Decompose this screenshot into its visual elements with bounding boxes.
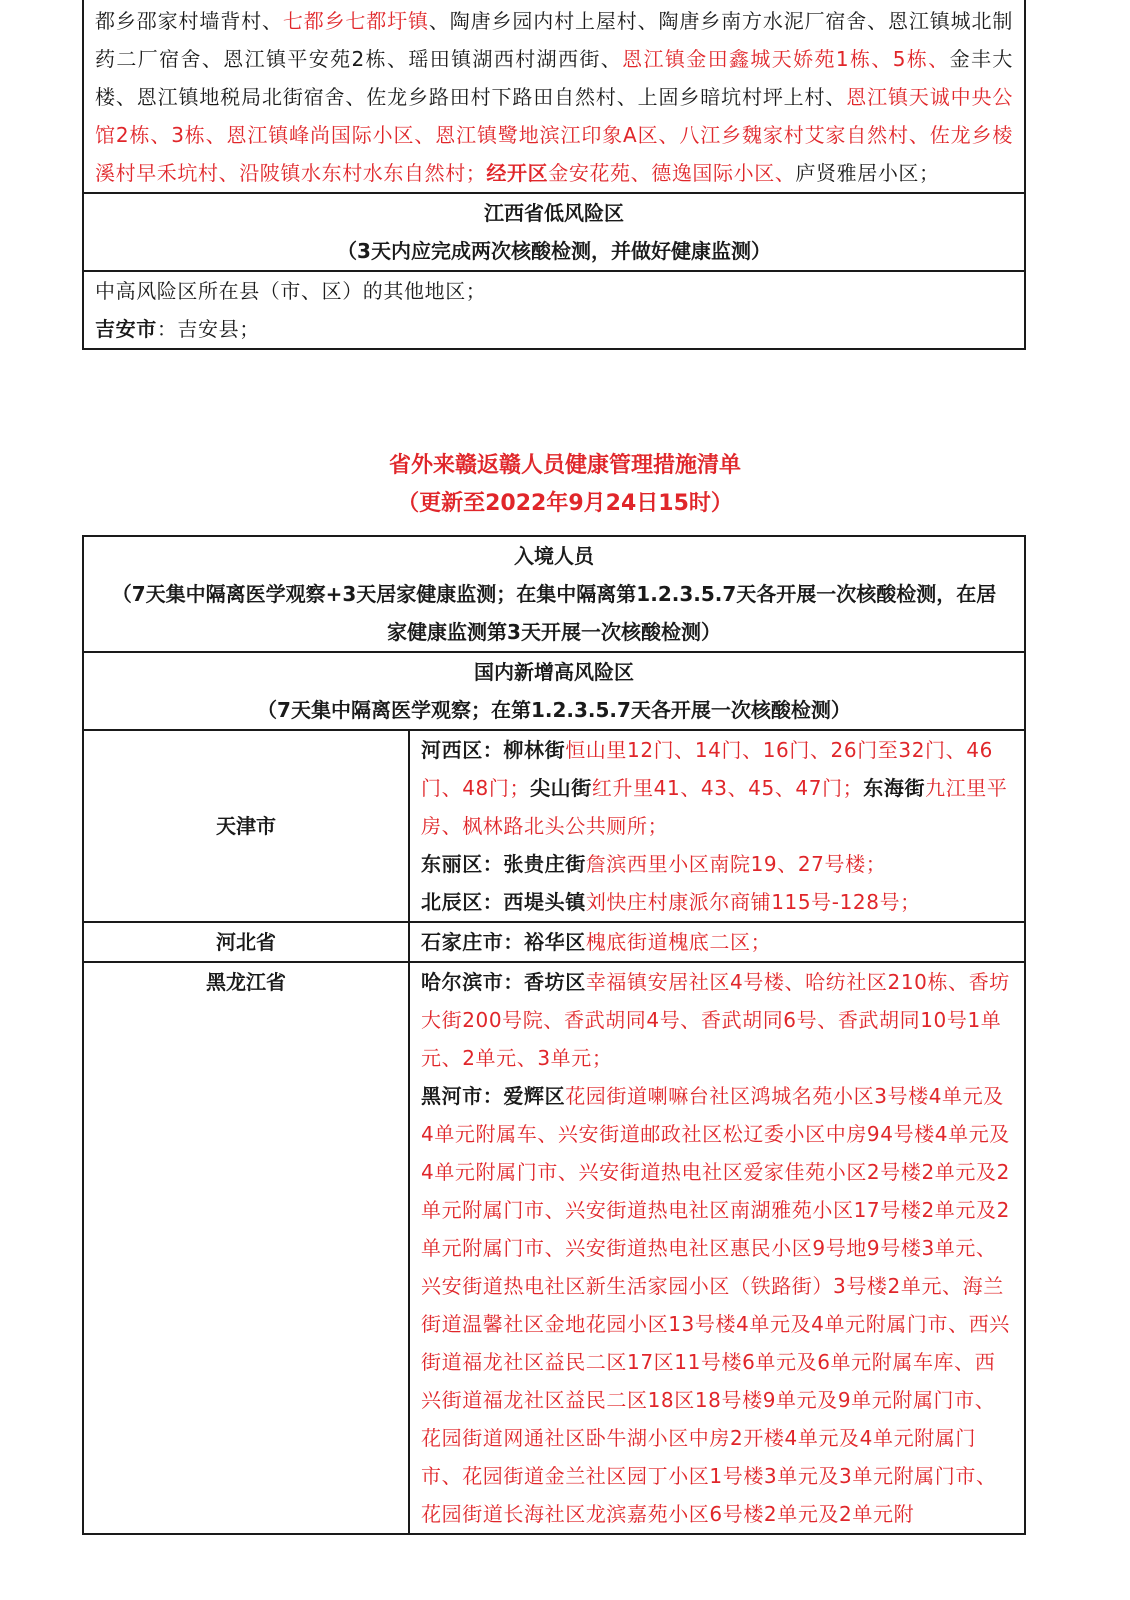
high-risk-title: 国内新增高风险区 — [474, 660, 634, 684]
low-risk-header — [84, 192, 1024, 270]
area-label: 经开区 — [486, 161, 549, 185]
inbound-title: 入境人员 — [514, 544, 594, 568]
area-label: 尖山街 — [530, 776, 592, 800]
area-text: 刘快庄村康派尔商铺115号-128号； — [585, 890, 921, 914]
medium-risk-area-list — [84, 0, 1024, 192]
area-text: 花园街道喇嘛台社区鸿城名苑小区3号楼4单元及4单元附属车、兴安街道邮政社区松辽委小区中房94号楼4单元及4单元附属门市、兴安街道热电社区爱家佳苑小区2号楼2单元及2单元附属门市、兴安街道热电社区南湖雅苑小区17号楼2单元及2单元附属门市、兴安街道热电社区惠民小区9号地9号楼3单元、兴安街道热电社区新生活家园小区（铁路街）3号楼2单元、海兰街道温馨社区金地花园小区13号楼4单元及4单元附属门市、西兴街道福龙社区益民二区17区11号楼6单元及6单元附属车库、西兴街道福龙社区益民二区18区18号楼9单元及9单元附属门市、花园街道网通社区卧牛湖小区中房2开楼4单元及4单元附属门市、花园街道金兰社区园丁小区1号楼3单元及3单元附属门市、花园街道长海社区龙滨嘉苑小区6号楼2单元及2单元附 — [421, 1084, 1010, 1526]
low-risk-title: 江西省低风险区 — [484, 201, 624, 225]
province-name: 黑龙江省 — [84, 963, 410, 1533]
area-label: 黑河市：爱辉区 — [421, 1084, 566, 1108]
area-text: 幸福镇安居社区4号楼、哈纺社区210栋、香坊大街200号院、香武胡同4号、香武胡同6号、香武胡同10号1单元、2单元、3单元； — [421, 970, 1010, 1070]
low-risk-content — [84, 270, 1024, 348]
low-risk-city: 吉安市 — [95, 317, 157, 341]
province-areas — [410, 963, 1024, 1533]
low-risk-line: 中高风险区所在县（市、区）的其他地区； — [95, 279, 487, 303]
area-label: 东丽区：张贵庄街 — [421, 852, 586, 876]
region-row — [84, 729, 1024, 921]
region-row — [84, 921, 1024, 961]
inbound-note: （7天集中隔离医学观察+3天居家健康监测；在集中隔离第1.2.3.5.7天各开展一次核酸检测，在居家健康监测第3天开展一次核酸检测） — [111, 582, 997, 644]
area-text: 金安花苑、德逸国际小区、 — [548, 161, 796, 185]
area-text: 恒山里12门、14门、16门、26门至32门、46门、48门； — [421, 738, 993, 800]
low-risk-city-line — [95, 310, 1013, 348]
region-rows — [84, 729, 1024, 1533]
high-risk-header — [84, 651, 1024, 729]
province-areas — [410, 923, 1024, 961]
list-heading — [0, 447, 1130, 523]
list-title: 省外来赣返赣人员健康管理措施清单 — [388, 453, 741, 478]
area-text: 七都乡七都圩镇 — [282, 9, 429, 33]
area-label: 东海街 — [863, 776, 926, 800]
inbound-header — [84, 537, 1024, 651]
area-text: 恩江镇金田鑫城天娇苑1栋、5栋、 — [622, 47, 950, 71]
area-label: 哈尔滨市：香坊区 — [421, 970, 586, 994]
high-risk-note: （7天集中隔离医学观察；在第1.2.3.5.7天各开展一次核酸检测） — [257, 698, 851, 722]
area-text: 恩江镇天诚中央公馆2栋、3栋、恩江镇峰尚国际小区、恩江镇鹭地滨江印象A区、八江乡魏家村艾家自然村、佐龙乡棱溪村早禾坑村、沿陂镇水东村水东自然村； — [95, 85, 1013, 185]
area-text: 金丰大楼、恩江镇地税局北街宿舍、佐龙乡路田村下路田自然村、上固乡暗坑村坪上村、 — [95, 47, 1013, 109]
list-update-time: （更新至2022年9月24日15时） — [397, 491, 733, 516]
low-risk-note: （3天内应完成两次核酸检测，并做好健康监测） — [337, 239, 771, 263]
area-label: 北辰区：西堤头镇 — [421, 890, 586, 914]
area-text: 庐贤雅居小区； — [795, 161, 940, 185]
province-name: 河北省 — [84, 923, 410, 961]
low-risk-city-detail: ：吉安县； — [156, 317, 260, 341]
area-text: 、陶唐乡园内村上屋村、陶唐乡南方水泥厂宿舍、恩江镇城北制药二厂宿舍、恩江镇平安苑2栋、瑶田镇湖西村湖西街、 — [95, 9, 1013, 71]
province-name: 天津市 — [84, 731, 410, 921]
area-text: 九江里平房、枫林路北头公共厕所； — [421, 776, 1008, 838]
area-label: 石家庄市：裕华区 — [421, 930, 586, 954]
measures-table — [82, 535, 1026, 1535]
area-label: 河西区：柳林街 — [421, 738, 566, 762]
area-text: 詹滨西里小区南院19、27号楼； — [585, 852, 887, 876]
province-areas — [410, 731, 1024, 921]
area-text: 槐底街道槐底二区； — [585, 930, 772, 954]
area-text: 都乡邵家村墙背村、 — [95, 9, 283, 33]
region-row — [84, 961, 1024, 1533]
area-text: 红升里41、43、45、47门； — [591, 776, 864, 800]
top-risk-table — [82, 0, 1026, 350]
